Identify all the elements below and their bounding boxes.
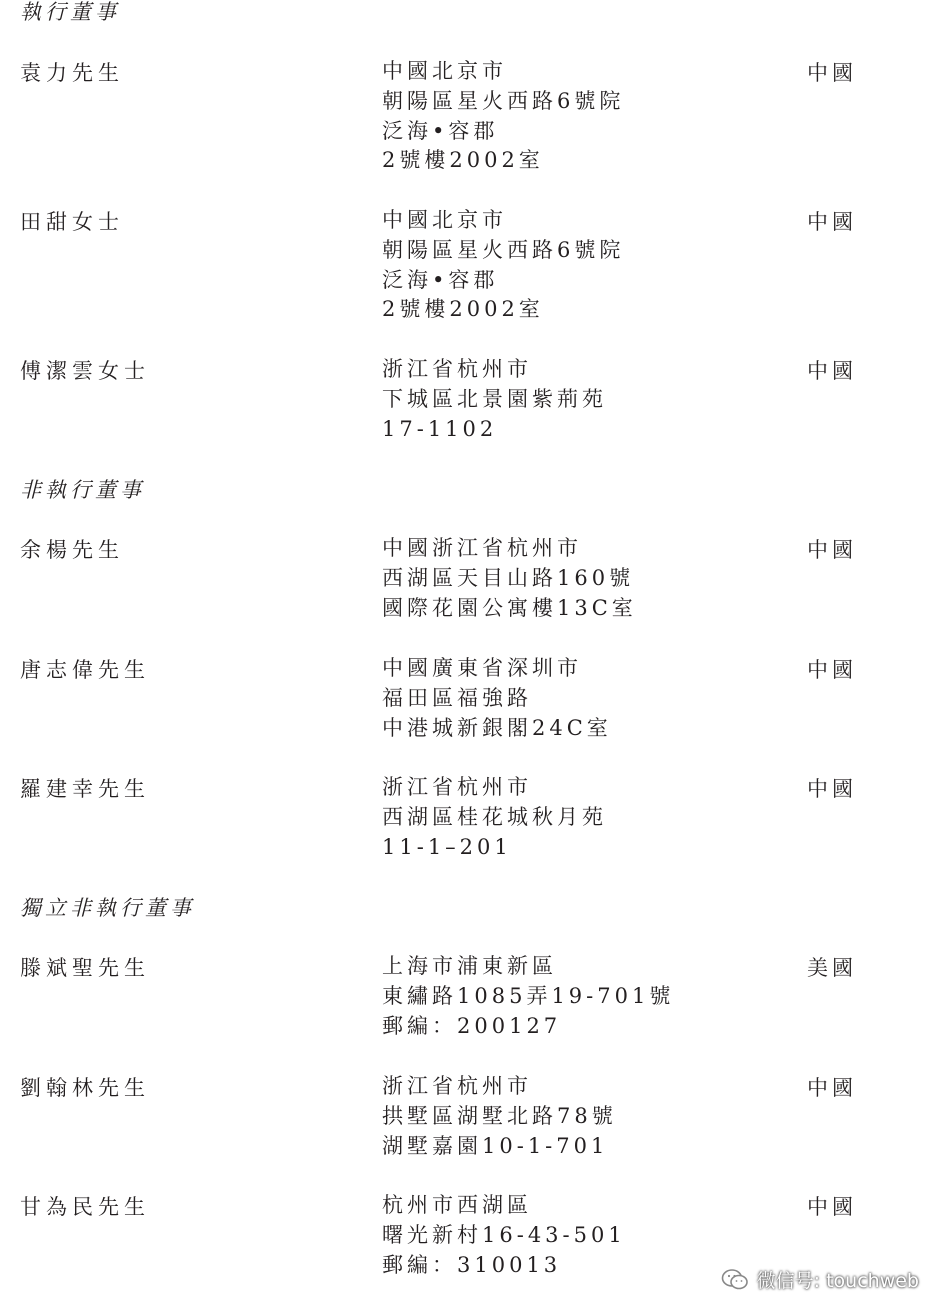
address-line: 朝陽區星火西路6號院 xyxy=(382,88,625,113)
director-name: 余楊先生 xyxy=(20,538,124,562)
address-line: 泛海•容郡 xyxy=(382,118,499,143)
director-name: 羅建幸先生 xyxy=(20,777,150,801)
wechat-watermark xyxy=(721,1266,919,1293)
director-name: 甘為民先生 xyxy=(20,1195,150,1219)
address-line: 2號樓2002室 xyxy=(382,297,544,322)
address-line: 國際花園公寓樓13C室 xyxy=(382,595,637,620)
director-address xyxy=(382,1191,626,1280)
address-line: 郵編：310013 xyxy=(382,1252,562,1277)
address-line: 上海市浦東新區 xyxy=(382,954,557,978)
address-line: 2號樓2002室 xyxy=(382,148,544,173)
address-line: 福田區福強路 xyxy=(382,685,532,710)
director-nationality: 美國 xyxy=(807,956,857,980)
address-line: 下城區北景園紫荊苑 xyxy=(382,386,607,411)
director-nationality: 中國 xyxy=(807,1076,857,1100)
director-name: 袁力先生 xyxy=(20,61,124,85)
director-nationality: 中國 xyxy=(807,538,857,562)
director-nationality: 中國 xyxy=(807,777,857,801)
address-line: 郵編：200127 xyxy=(382,1013,562,1038)
director-nationality: 中國 xyxy=(807,210,857,234)
address-line: 中國北京市 xyxy=(382,208,507,232)
director-address xyxy=(382,534,637,623)
address-line: 杭州市西湖區 xyxy=(382,1193,532,1217)
address-line: 曙光新村16-43-501 xyxy=(382,1222,626,1247)
address-line: 17-1102 xyxy=(382,416,498,441)
section-title-independent-non-executive-directors: 獨立非執行董事 xyxy=(20,896,195,920)
address-line: 浙江省杭州市 xyxy=(382,357,532,381)
director-name: 滕斌聖先生 xyxy=(20,956,150,980)
address-line: 中國北京市 xyxy=(382,59,507,83)
address-line: 朝陽區星火西路6號院 xyxy=(382,237,625,262)
director-nationality: 中國 xyxy=(807,1195,857,1219)
director-address xyxy=(382,57,624,176)
address-line: 11-1–201 xyxy=(382,834,512,859)
address-line: 中港城新銀閣24C室 xyxy=(382,715,612,740)
watermark-text: 微信号: touchweb xyxy=(756,1270,919,1292)
address-line: 中國浙江省杭州市 xyxy=(382,536,582,560)
section-title-non-executive-directors: 非執行董事 xyxy=(20,478,145,502)
director-nationality: 中國 xyxy=(807,658,857,682)
director-name: 傅潔雲女士 xyxy=(20,359,150,383)
director-nationality: 中國 xyxy=(807,61,857,85)
address-line: 浙江省杭州市 xyxy=(382,775,532,799)
director-address xyxy=(382,952,674,1041)
director-address xyxy=(382,654,612,743)
address-line: 浙江省杭州市 xyxy=(382,1074,532,1098)
address-line: 東繡路1085弄19-701號 xyxy=(382,983,675,1008)
address-line: 湖墅嘉園10-1-701 xyxy=(382,1133,609,1158)
address-line: 泛海•容郡 xyxy=(382,267,499,292)
director-address xyxy=(382,773,607,862)
director-name: 唐志偉先生 xyxy=(20,658,150,682)
address-line: 中國廣東省深圳市 xyxy=(382,656,582,680)
director-address xyxy=(382,355,607,444)
section-title-executive-directors: 執行董事 xyxy=(20,0,120,24)
director-nationality: 中國 xyxy=(807,359,857,383)
director-name: 劉翰林先生 xyxy=(20,1076,150,1100)
address-line: 拱墅區湖墅北路78號 xyxy=(382,1103,617,1128)
director-address xyxy=(382,206,624,325)
address-line: 西湖區桂花城秋月苑 xyxy=(382,804,607,829)
director-name: 田甜女士 xyxy=(20,210,124,234)
wechat-icon xyxy=(721,1268,749,1292)
director-address xyxy=(382,1072,617,1161)
address-line: 西湖區天目山路160號 xyxy=(382,565,635,590)
